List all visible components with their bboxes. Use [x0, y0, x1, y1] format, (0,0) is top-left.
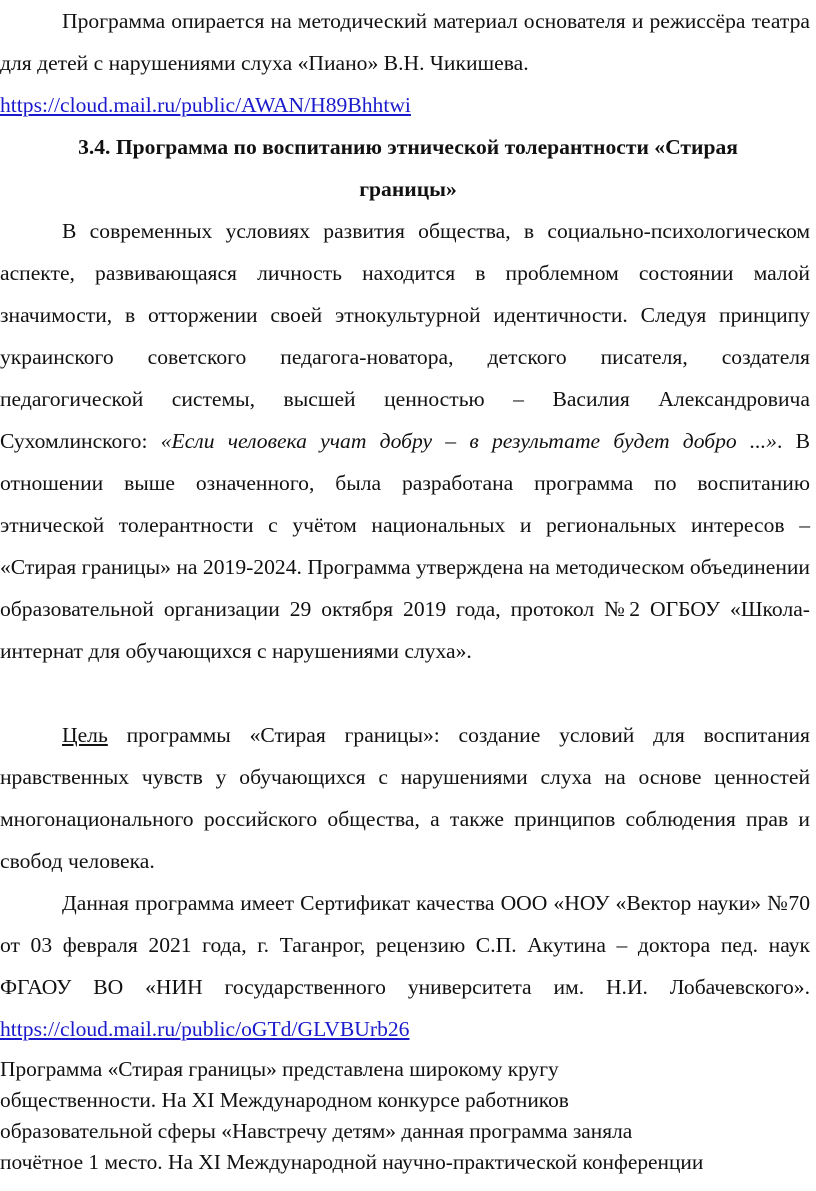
section-heading-line2: границы»	[359, 177, 457, 201]
contest-line-3: образовательной сферы «Навстречу детям» данная программа заняла	[0, 1119, 633, 1143]
goal-text: программы «Стирая границы»: создание условий для воспитания нравственных чувств у обучающихся с нарушениями слуха на основе ценностей многонационального российского общества, а также принципов соблюдения прав и свобод человека.	[0, 723, 810, 873]
cloud-link-2[interactable]: https://cloud.mail.ru/public/oGTd/GLVBUrb26	[0, 1017, 410, 1041]
paragraph-intro-text: Программа опирается на методический материал основателя и режиссёра театра для детей с нарушениями слуха «Пиано» В.Н. Чикишева.	[0, 9, 810, 75]
paragraph-goal	[0, 714, 810, 882]
contest-line-1: Программа «Стирая границы» представлена широкому кругу	[0, 1057, 559, 1081]
goal-label: Цель	[62, 723, 108, 747]
paragraph-context-rest: . В отношении выше означенного, была разработана программа по воспитанию этнической толерантности с учётом национальных и региональных интересов – «Стирая границы» на 2019-2024. Программа утверждена на методическом объединении образовательной организации 29 октября 2019 года, протокол №2 ОГБОУ «Школа-интернат для обучающихся с нарушениями слуха».	[0, 429, 810, 663]
paragraph-context	[0, 210, 810, 672]
paragraph-certificate	[0, 882, 810, 1050]
paragraph-intro	[0, 0, 810, 126]
contest-line-4: почётное 1 место. На XI Международной научно-практической конференции	[0, 1150, 704, 1174]
paragraph-context-text: В современных условиях развития общества, в социально-психологическом аспекте, развивающаяся личность находится в проблемном состоянии малой значимости, в отторжении своей этнокультурной идентичности. Следуя принципу украинского советского педагога-новатора, детского писателя, создателя педагогической системы, высшей ценностью – Василия Александровича Сухомлинского:	[0, 219, 810, 453]
paragraph-contest	[0, 1054, 800, 1178]
certificate-text: Данная программа имеет Сертификат качества ООО «НОУ «Вектор науки» №70 от 03 февраля 2021 года, г. Таганрог, рецензию С.П. Акутина – доктора пед. наук ФГАОУ ВО «НИН государственного университета им. Н.И. Лобачевского».	[0, 891, 810, 999]
section-heading-line1: 3.4. Программа по воспитанию этнической толерантности «Стирая	[78, 135, 738, 159]
section-heading	[0, 126, 816, 210]
cloud-link-1[interactable]: https://cloud.mail.ru/public/AWAN/H89Bhhtwi	[0, 93, 411, 117]
sukhomlinsky-quote: «Если человека учат добру – в результате будет добро ...»	[160, 429, 777, 453]
contest-line-2: общественности. На XI Международном конкурсе работников	[0, 1088, 569, 1112]
